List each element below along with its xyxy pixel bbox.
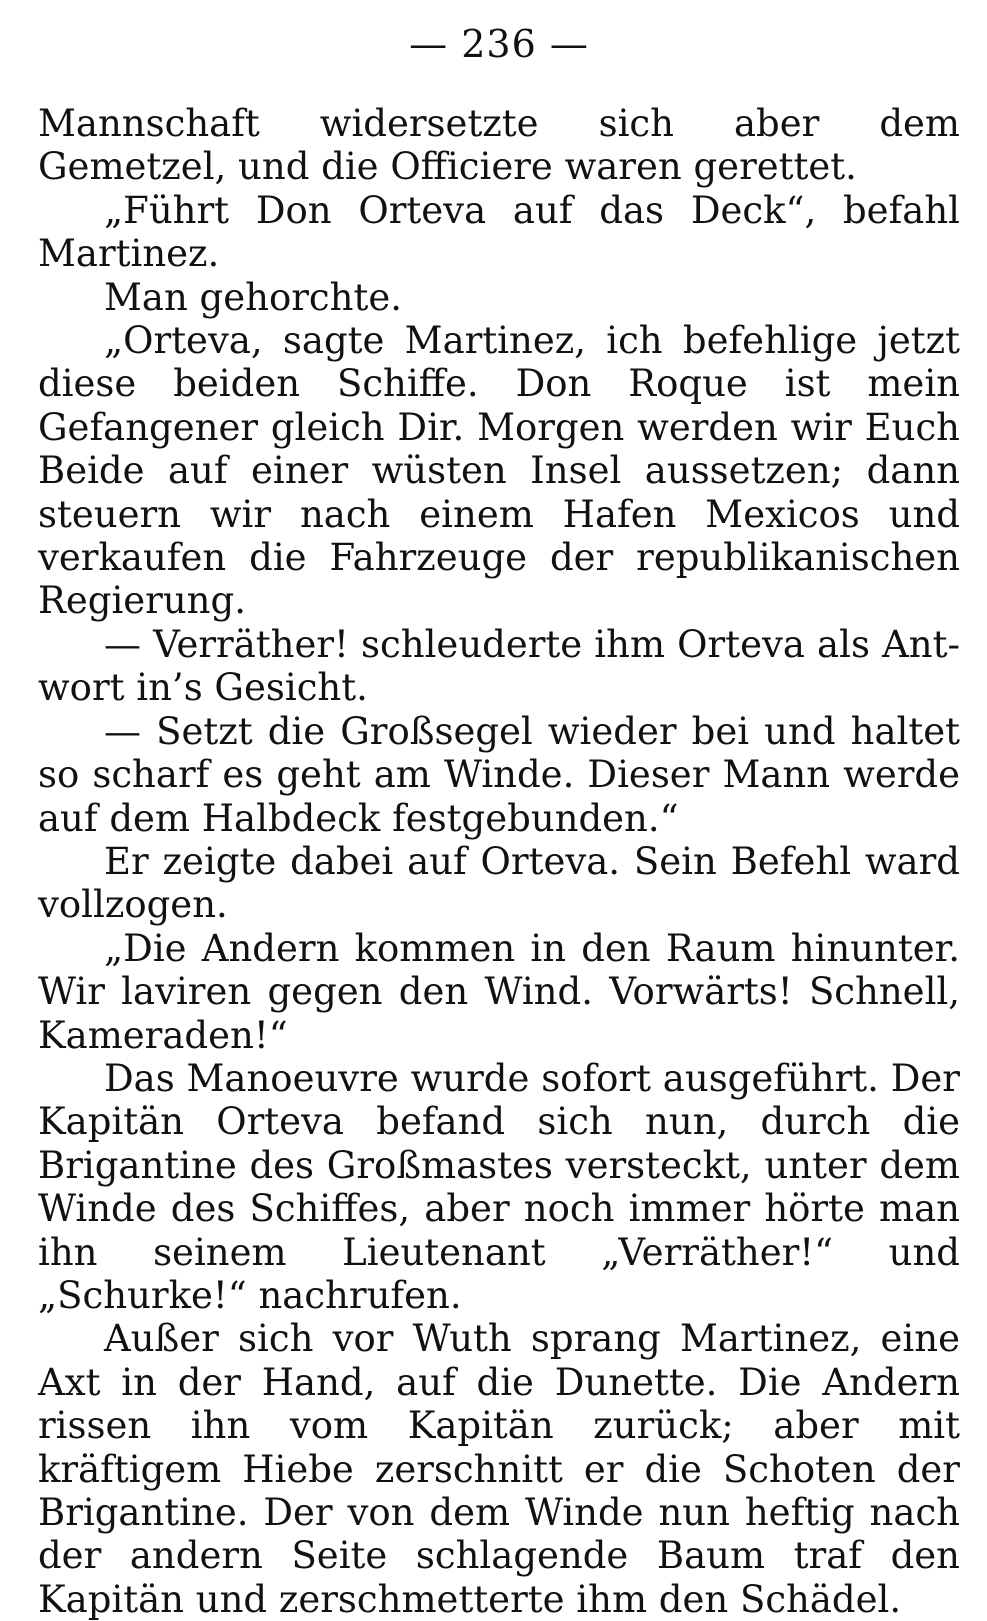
paragraph: Man gehorchte.	[104, 275, 402, 319]
page-body	[38, 102, 960, 1621]
paragraph: „Führt Don Orteva auf das Deck“, befahl Martinez.	[38, 188, 960, 276]
paragraph: Das Manoeuvre wurde sofort ausgeführt. Der Kapitän Orteva befand sich nun, durch die Brigantine des Großmastes versteckt, unter dem Winde des Schiffes, aber noch immer hörte man ihn seinem Lieutenant „Verräther!“ und „Schurke!“ nachrufen.	[38, 1056, 960, 1317]
paragraph: — Verräther! schleuderte ihm Orteva als Antwort in’s Gesicht.	[38, 622, 960, 710]
book-page	[38, 20, 960, 1621]
paragraph: Er zeigte dabei auf Orteva. Sein Befehl ward vollzogen.	[38, 839, 960, 927]
paragraph: Außer sich vor Wuth sprang Martinez, eine Axt in der Hand, auf die Dunette. Die Andern rissen ihn vom Kapitän zurück; aber mit kräftigem Hiebe zerschnitt er die Schoten der Brigantine. Der von dem Winde nun heftig nach der andern Seite schlagende Baum traf den Kapitän und zerschmetterte ihm den Schädel.	[38, 1317, 960, 1621]
paragraph: — Setzt die Großsegel wieder bei und haltet so scharf es geht am Winde. Dieser Mann werde auf dem Halbdeck festgebunden.“	[38, 709, 960, 840]
paragraph: „Die Andern kommen in den Raum hinunter. Wir laviren gegen den Wind. Vorwärts! Schnell, Kameraden!“	[38, 926, 960, 1057]
page-number: — 236 —	[409, 22, 589, 66]
paragraph: Mannschaft widersetzte sich aber dem Gemetzel, und die Officiere waren gerettet.	[38, 102, 960, 189]
paragraph: „Orteva, sagte Martinez, ich befehlige jetzt diese beiden Schiffe. Don Roque ist mein Gefangener gleich Dir. Morgen werden wir Euch Beide auf einer wüsten Insel aussetzen; dann steuern wir nach einem Hafen Mexicos und verkaufen die Fahrzeuge der republikanischen Regierung.	[38, 319, 960, 623]
